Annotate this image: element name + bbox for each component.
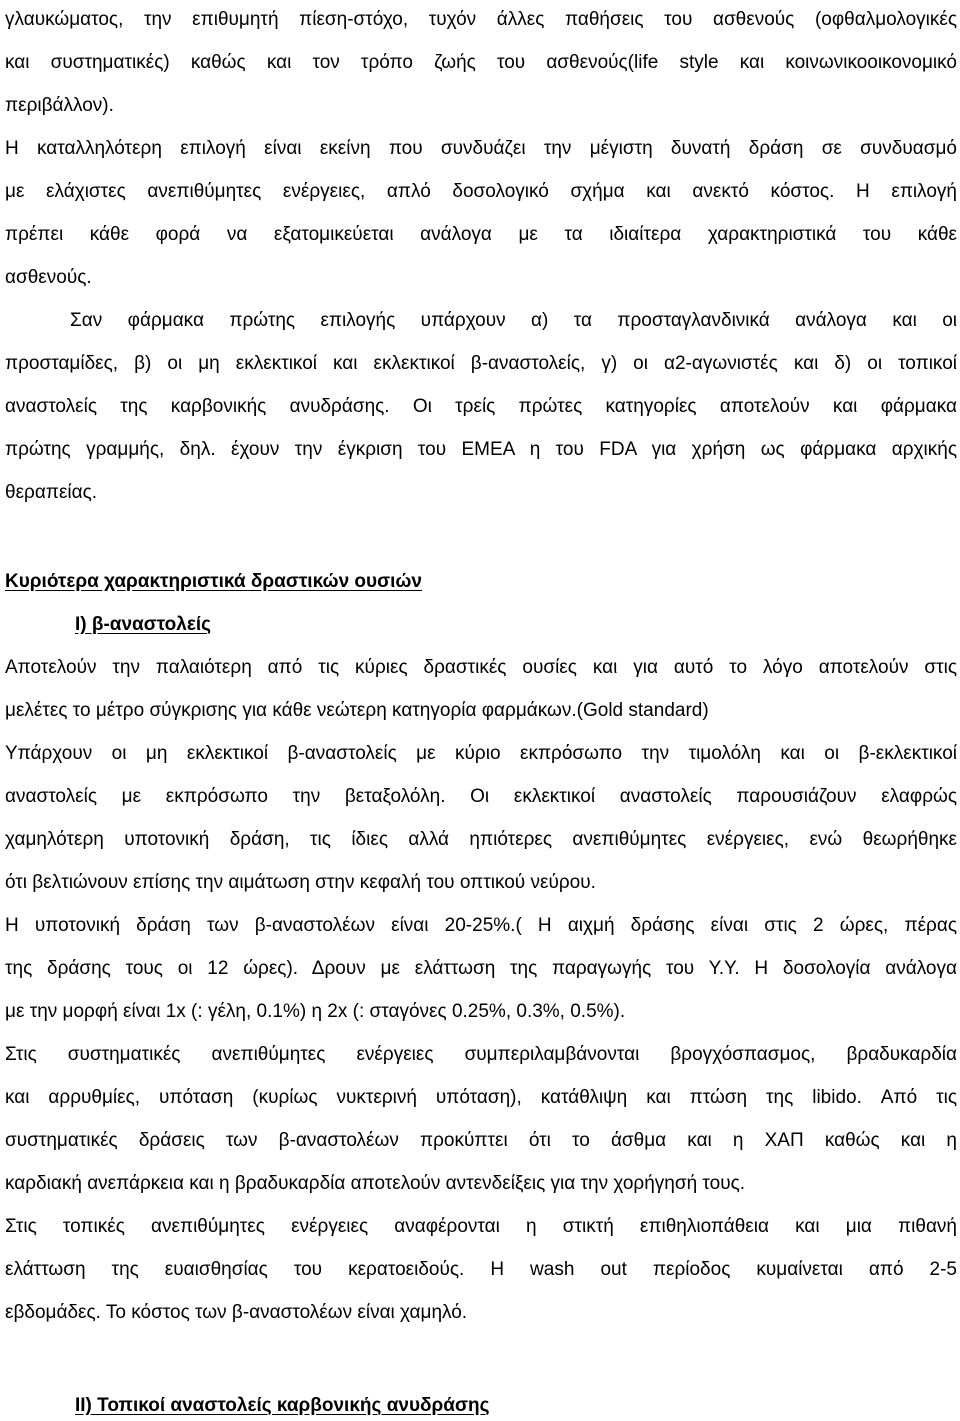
text-line: αναστολείς με εκπρόσωπο την βεταξολόλη. Οι εκλεκτικοί αναστολείς παρουσιάζουν ελαφρώς [5, 786, 957, 807]
text-line: Η υποτονική δράση των β-αναστολέων είναι 20-25%.( Η αιχμή δράσης είναι στις 2 ώρες, πέρας [5, 915, 957, 936]
text-line: πρέπει κάθε φορά να εξατομικεύεται ανάλογα με τα ιδιαίτερα χαρακτηριστικά του κάθε [5, 224, 957, 245]
text-line: Στις τοπικές ανεπιθύμητες ενέργειες αναφέρονται η στικτή επιθηλιοπάθεια και μια πιθανή [5, 1216, 957, 1237]
text-line: εβδομάδες. Το κόστος των β-αναστολέων είναι χαμηλό. [5, 1302, 468, 1323]
text-line: Υπάρχουν οι μη εκλεκτικοί β-αναστολείς με κύριο εκπρόσωπο την τιμολόλη και οι β-εκλεκτικοί [5, 743, 957, 764]
section-heading: Κυριότερα χαρακτηριστικά δραστικών ουσιών [5, 571, 422, 592]
text-line: ασθενούς. [5, 267, 92, 288]
text-line: αναστολείς της καρβονικής ανυδράσης. Οι τρείς πρώτες κατηγορίες αποτελούν και φάρμακα [5, 396, 957, 417]
text-line: πρώτης γραμμής, δηλ. έχουν την έγκριση του ΕΜΕΑ η του FDA για χρήση ως φάρμακα αρχικής [5, 439, 957, 460]
text-line: χαμηλότερη υποτονική δράση, τις ίδιες αλλά ηπιότερες ανεπιθύμητες ενέργειες, ενώ θεωρήθηκε [5, 829, 957, 850]
subsection-heading: ΙΙ) Τοπικοί αναστολείς καρβονικής ανυδράσης [75, 1395, 490, 1416]
text-line: μελέτες το μέτρο σύγκρισης για κάθε νεώτερη κατηγορία φαρμάκων.(Gold standard) [5, 700, 709, 721]
text-line: με ελάχιστες ανεπιθύμητες ενέργειες, απλό δοσολογικό σχήμα και ανεκτό κόστος. Η επιλογή [5, 181, 957, 202]
subsection-heading: Ι) β-αναστολείς [75, 614, 212, 635]
text-line: καρδιακή ανεπάρκεια και η βραδυκαρδία αποτελούν αντενδείξεις για την χορήγησή τους. [5, 1173, 746, 1194]
text-line: ότι βελτιώνουν επίσης την αιμάτωση στην κεφαλή του οπτικού νεύρου. [5, 872, 596, 893]
text-line: προσταμίδες, β) οι μη εκλεκτικοί και εκλεκτικοί β-αναστολείς, γ) οι α2-αγωνιστές και δ) οι τοπικοί [5, 353, 957, 374]
text-line: με την μορφή είναι 1x (: γέλη, 0.1%) η 2x (: σταγόνες 0.25%, 0.3%, 0.5%). [5, 1001, 626, 1022]
text-line: της δράσης τους οι 12 ώρες). Δρουν με ελάττωση της παραγωγής του Υ.Υ. Η δοσολογία ανάλογα [5, 958, 957, 979]
text-line: γλαυκώματος, την επιθυμητή πίεση-στόχο, τυχόν άλλες παθήσεις του ασθενούς (οφθαλμολογικές [5, 9, 957, 30]
text-line: ελάττωση της ευαισθησίας του κερατοειδούς. Η wash out περίοδος κυμαίνεται από 2-5 [5, 1259, 957, 1280]
text-line: συστηματικές δράσεις των β-αναστολέων προκύπτει ότι το άσθμα και η ΧΑΠ καθώς και η [5, 1130, 957, 1151]
text-line: θεραπείας. [5, 482, 98, 503]
text-line: Στις συστηματικές ανεπιθύμητες ενέργειες συμπεριλαμβάνονται βρογχόσπασμος, βραδυκαρδία [5, 1044, 957, 1065]
text-line: Σαν φάρμακα πρώτης επιλογής υπάρχουν α) τα προσταγλανδινικά ανάλογα και οι [70, 310, 957, 331]
text-line: Αποτελούν την παλαιότερη από τις κύριες δραστικές ουσίες και για αυτό το λόγο αποτελούν στις [5, 657, 957, 678]
text-line: και αρρυθμίες, υπόταση (κυρίως νυκτερινή υπόταση), κατάθλιψη και πτώση της libido. Από τις [5, 1087, 957, 1108]
text-line: περιβάλλον). [5, 95, 114, 116]
text-line: Η καταλληλότερη επιλογή είναι εκείνη που συνδυάζει την μέγιστη δυνατή δράση σε συνδυασμό [5, 138, 957, 159]
text-line: και συστηματικές) καθώς και τον τρόπο ζωής του ασθενούς(life style και κοινωνικοοικονομικό [5, 52, 957, 73]
